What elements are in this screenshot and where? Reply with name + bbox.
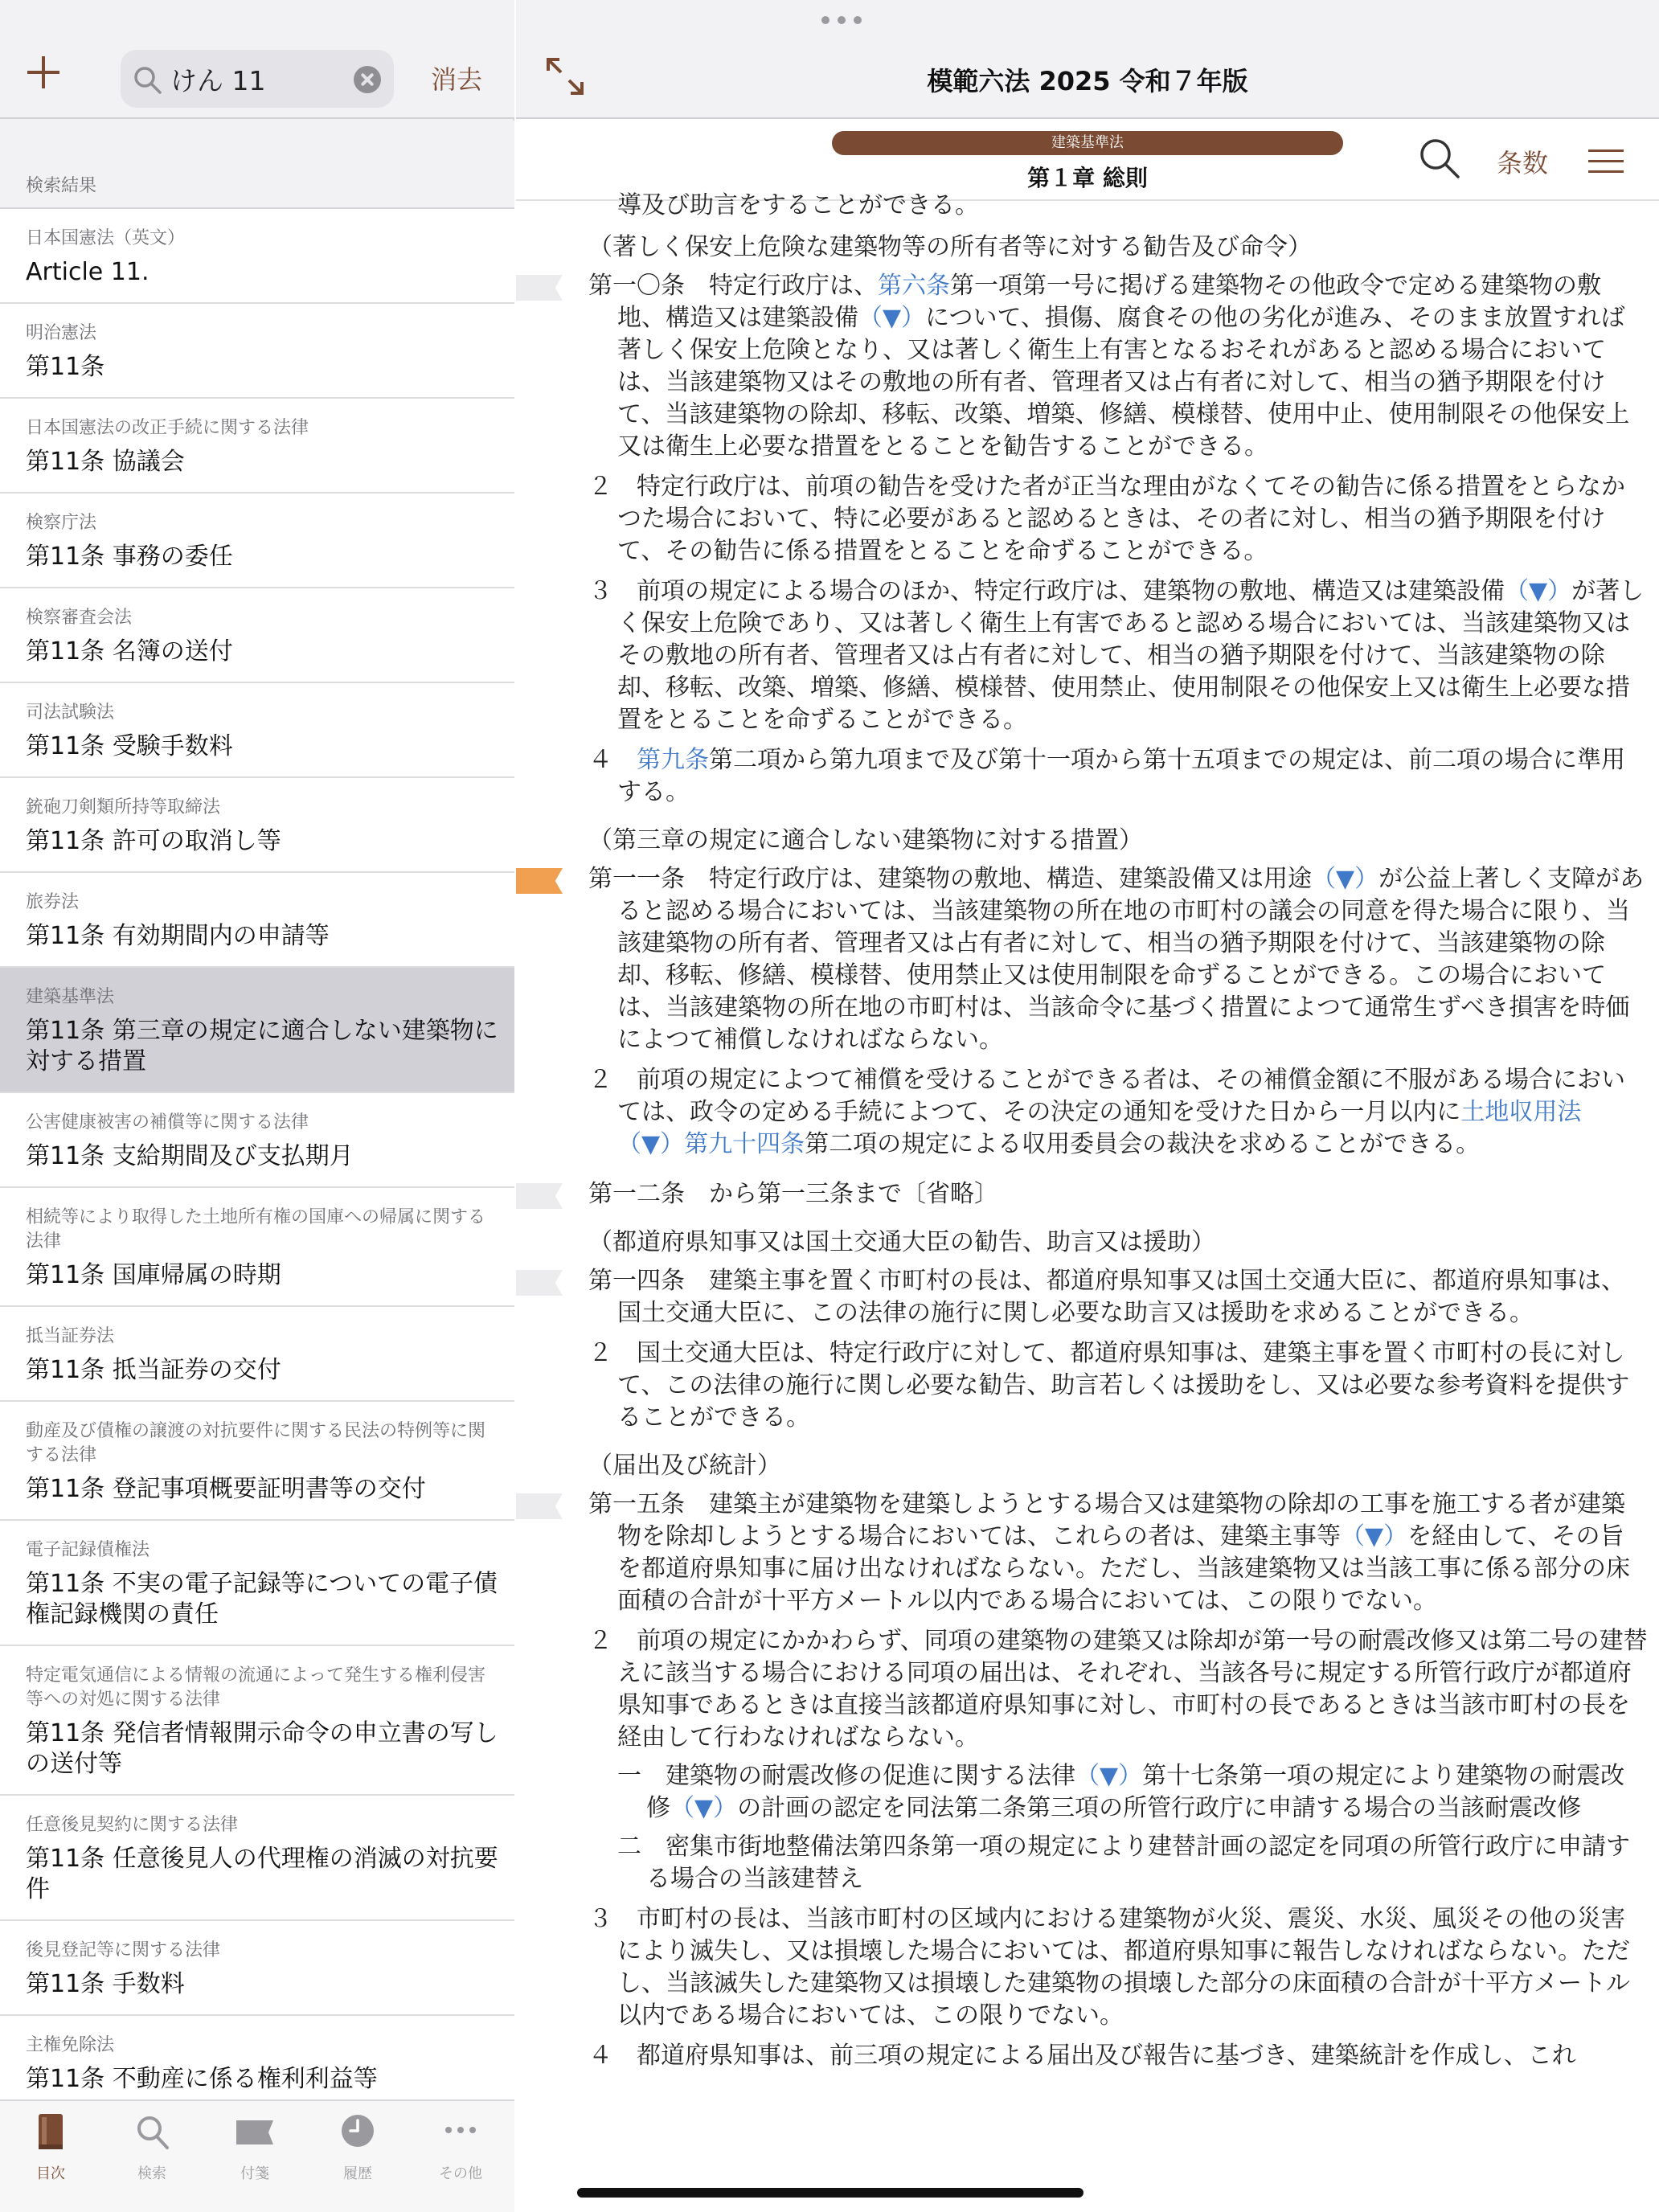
article-link[interactable]: 第九十四条 <box>684 1130 805 1158</box>
multitask-dots-icon[interactable] <box>813 11 878 27</box>
search-input[interactable] <box>170 59 331 98</box>
result-item[interactable] <box>0 399 514 494</box>
item: 二 密集市街地整備法第四条第一項の規定により建替計画の認定を同項の所管行政庁に申請する場合の当該建替え <box>617 1833 1630 1893</box>
tab-search[interactable] <box>116 2112 188 2193</box>
expand-triangle[interactable]: （▼） <box>1075 1762 1143 1790</box>
article-11: 第一一条 特定行政庁は、建築物の敷地、構造、建築設備又は用途（▼）が公益上著しく支障があると認める場合においては、当該建築物の所在地の市町村の議会の同意を得た場合に限り、当該建築物の所有者、管理者又は占有者に対して、相当の猶予期限を付けて、当該建築物の除却、移転、修繕、模様替、使用禁止又は使用制限を命ずることができる。この場合においては、当該建築物の所在地の市町村は、当該命令に基づく措置によつて通常生ずべき損害を時価によつて補償しなければならない。 <box>516 863 1659 1056</box>
article-link[interactable]: 第九条 <box>637 746 709 774</box>
tag-icon <box>236 2112 273 2153</box>
result-article-title: 第11条 抵当証券の交付 <box>26 1356 281 1384</box>
result-law-name: 検察審査会法 <box>26 608 133 628</box>
result-item[interactable] <box>0 1521 514 1646</box>
article-caption: （第三章の規定に適合しない建築物に対する措置） <box>588 826 1143 854</box>
result-item[interactable] <box>0 1646 514 1796</box>
article-count-button[interactable]: 条数 <box>1497 148 1549 178</box>
paragraph: ３ 前項の規定による場合のほか、特定行政庁は、建築物の敷地、構造又は建築設備（▼）が著しく保安上危険であり、又は著しく衛生上有害であると認める場合においては、当該建築物又はその敷地の所有者、管理者又は占有者に対して、相当の猶予期限を付けて、当該建築物の除却、移転、改築、増築、修繕、模様替、使用禁止、使用制限その他保安上又は衛生上必要な措置をとることを命ずることができる。 <box>588 577 1645 734</box>
tab-history[interactable] <box>322 2112 394 2193</box>
expand-triangle[interactable]: （▼） <box>858 304 926 332</box>
result-article-title: 第11条 許可の取消し等 <box>26 827 281 855</box>
tab-label: 目次 <box>36 2165 65 2182</box>
result-law-name: 旅券法 <box>26 892 80 912</box>
tab-label: 検索 <box>137 2165 166 2182</box>
expand-triangle[interactable]: （▼） <box>1312 865 1379 893</box>
result-article-title: 第11条 受験手数料 <box>26 732 233 760</box>
home-indicator[interactable] <box>577 2188 1083 2198</box>
book-icon <box>32 2112 69 2153</box>
search-icon <box>132 64 164 96</box>
result-law-name: 日本国憲法（英文） <box>26 228 186 248</box>
cancel-button[interactable]: 消去 <box>431 64 483 95</box>
result-law-name: 公害健康被害の補償等に関する法律 <box>26 1112 309 1133</box>
result-article-title: 第11条 登記事項概要証明書等の交付 <box>26 1475 426 1503</box>
result-item[interactable] <box>0 968 514 1093</box>
result-law-name: 特定電気通信による情報の流通によって発生する権利侵害等への対処に関する法律 <box>26 1665 486 1710</box>
results-header: 検索結果 <box>0 121 514 209</box>
add-button[interactable] <box>21 50 66 95</box>
result-item[interactable] <box>0 1402 514 1521</box>
result-article-title: 第11条 協議会 <box>26 448 185 476</box>
result-article-title: 第11条 国庫帰属の時期 <box>26 1261 281 1289</box>
result-law-name: 銃砲刀剣類所持等取締法 <box>26 797 221 817</box>
bookmark-marker[interactable] <box>516 1493 563 1519</box>
paragraph: ４ 第九条第二項から第九項まで及び第十一項から第十五項までの規定は、前二項の場合に準用する。 <box>588 746 1625 806</box>
article-caption: （著しく保安上危険な建築物等の所有者等に対する勧告及び命令） <box>588 233 1312 261</box>
expand-triangle[interactable]: （▼） <box>670 1794 738 1822</box>
result-item[interactable] <box>0 1921 514 2016</box>
article-caption: （都道府県知事又は国土交通大臣の勧告、助言又は援助） <box>588 1228 1215 1256</box>
article-12-13: 第一二条 から第一三条まで〔省略〕 <box>516 1178 1659 1210</box>
result-law-name: 検察庁法 <box>26 513 97 533</box>
main-header <box>516 0 1659 119</box>
paragraph: ２ 特定行政庁は、前項の勧告を受けた者が正当な理由がなくてその勧告に係る措置をとらなかつた場合において、特に必要があると認めるときは、その者に対し、相当の猶予期限を付けて、その勧告に係る措置をとることを命ずることができる。 <box>588 473 1625 565</box>
tab-label: 付箋 <box>240 2165 269 2182</box>
tab-bar <box>0 2099 514 2212</box>
expand-triangle[interactable]: （▼） <box>1341 1522 1408 1550</box>
result-item[interactable] <box>0 209 514 304</box>
result-item[interactable] <box>0 1188 514 1307</box>
tab-sticky[interactable] <box>219 2112 291 2193</box>
paragraph: ３ 市町村の長は、当該市町村の区域内における建築物が火災、震災、水災、風災その他の災害により滅失し、又は損壊した場合においては、都道府県知事に報告しなければならない。ただし、当該滅失した建築物又は損壊した建築物の損壊した部分の床面積の合計が十平方メートル以内である場合においては、この限りでない。 <box>588 1905 1630 2030</box>
more-icon <box>442 2112 479 2153</box>
result-article-title: 第11条 名簿の送付 <box>26 637 233 666</box>
result-article-title: 第11条 事務の委任 <box>26 543 233 571</box>
article-link[interactable]: 第六条 <box>878 272 950 300</box>
result-item[interactable] <box>0 683 514 778</box>
result-article-title: 第11条 第三章の規定に適合しない建築物に対する措置 <box>26 1017 498 1075</box>
result-item[interactable] <box>0 2016 514 2111</box>
chapter-bar <box>516 121 1659 201</box>
result-item[interactable] <box>0 588 514 683</box>
sidebar <box>0 0 514 2212</box>
result-law-name: 相続等により取得した土地所有権の国庫への帰属に関する法律 <box>26 1207 486 1251</box>
article-caption: （届出及び統計） <box>588 1452 781 1480</box>
result-item[interactable] <box>0 873 514 968</box>
chapter-title[interactable]: 第１章 総則 <box>1027 165 1148 191</box>
law-name-pill[interactable]: 建築基準法 <box>832 131 1343 155</box>
tab-more[interactable] <box>424 2112 497 2193</box>
menu-icon[interactable] <box>1588 150 1624 174</box>
result-law-name: 動産及び債権の譲渡の対抗要件に関する民法の特例等に関する法律 <box>26 1421 486 1465</box>
results-container <box>0 209 514 2169</box>
paragraph: ２ 前項の規定にかかわらず、同項の建築物の建築又は除却が第一号の耐震改修又は第二号の建替えに該当する場合における同項の届出は、それぞれ、当該各号に規定する所管行政庁が都道府県知事であるときは直接当該都道府県知事に対し、市町村の長であるときは当該市町村の長を経由して行わなければならない。 <box>588 1627 1648 1751</box>
search-results-list <box>0 121 514 2098</box>
result-law-name: 司法試験法 <box>26 703 115 723</box>
clear-icon[interactable] <box>354 66 381 93</box>
paragraph: ４ 都道府県知事は、前三項の規定による届出及び報告に基づき、建築統計を作成し、これ <box>588 2042 1576 2070</box>
result-item[interactable] <box>0 1796 514 1921</box>
result-item[interactable] <box>0 1307 514 1402</box>
tab-label: 履歴 <box>343 2165 372 2182</box>
article-14: 第一四条 建築主事を置く市町村の長は、都道府県知事又は国土交通大臣に、都道府県知事は、国土交通大臣に、この法律の施行に関し必要な助言又は援助を求めることができる。 <box>516 1265 1659 1329</box>
paragraph: ２ 国土交通大臣は、特定行政庁に対して、都道府県知事は、建築主事を置く市町村の長に対して、この法律の施行に関し必要な勧告、助言若しくは援助をし、又は必要な参考資料を提供することができる。 <box>588 1339 1630 1432</box>
result-article-title: 第11条 有効期間内の申請等 <box>26 922 330 950</box>
result-item[interactable] <box>0 778 514 873</box>
main-pane <box>516 0 1659 2212</box>
result-item[interactable] <box>0 494 514 588</box>
result-law-name: 任意後見契約に関する法律 <box>26 1815 239 1835</box>
book-title: 模範六法 2025 令和７年版 <box>927 66 1248 96</box>
expand-triangle[interactable]: （▼） <box>617 1130 685 1158</box>
clock-icon <box>339 2112 376 2153</box>
result-law-name: 電子記録債権法 <box>26 1540 150 1560</box>
law-link[interactable]: 土地収用法 <box>1460 1098 1582 1126</box>
result-article-title: 第11条 <box>26 353 105 381</box>
result-article-title: 第11条 不実の電子記録等についての電子債権記録機関の責任 <box>26 1570 498 1628</box>
result-law-name: 日本国憲法の改正手続に関する法律 <box>26 418 309 438</box>
previous-text-tail: 導及び助言をすることができる。 <box>617 191 979 219</box>
result-law-name: 建築基準法 <box>26 987 115 1007</box>
sidebar-toolbar <box>0 0 514 119</box>
paragraph: ２ 前項の規定によつて補償を受けることができる者は、その補償金額に不服がある場合においては、政令の定める手続によつて、その決定の通知を受けた日から一月以内に土地収用法（▼）第九十四条第二項の規定による収用委員会の裁決を求めることができる。 <box>588 1066 1625 1158</box>
article-10: 第一〇条 特定行政庁は、第六条第一項第一号に掲げる建築物その他政令で定める建築物の敷地、構造又は建築設備（▼）について、損傷、腐食その他の劣化が進み、そのまま放置すれば著しく保安上危険となり、又は著しく衛生上有害となるおそれがあると認める場合においては、当該建築物又はその敷地の所有者、管理者又は占有者に対して、相当の猶予期限を付けて、当該建築物の除却、移転、改築、増築、修繕、模様替、使用中止、使用制限その他保安上又は衛生上必要な措置をとることを勧告することができる。 <box>516 270 1659 463</box>
result-article-title: 第11条 任意後見人の代理権の消滅の対抗要件 <box>26 1845 498 1903</box>
result-article-title: 第11条 支給期間及び支払期月 <box>26 1142 354 1170</box>
result-article-title: 第11条 手数料 <box>26 1970 185 1998</box>
tab-label: その他 <box>439 2165 482 2182</box>
result-item[interactable] <box>0 304 514 399</box>
item: 一 建築物の耐震改修の促進に関する法律（▼）第十七条第一項の規定により建築物の耐震改修（▼）の計画の認定を同法第二条第三項の所管行政庁に申請する場合の当該耐震改修 <box>617 1762 1625 1822</box>
result-article-title: 第11条 発信者情報開示命令の申立書の写しの送付等 <box>26 1719 498 1778</box>
result-article-title: Article 11. <box>26 258 150 286</box>
result-article-title: 第11条 不動産に係る権利利益等 <box>26 2065 378 2093</box>
search-icon[interactable] <box>1418 137 1461 180</box>
article-15: 第一五条 建築主が建築物を建築しようとする場合又は建築物の除却の工事を施工する者が建築物を除却しようとする場合においては、これらの者は、建築主事等（▼）を経由して、その旨を都道府県知事に届け出なければならない。ただし、当該建築物又は当該工事に係る部分の床面積の合計が十平方メートル以内である場合においては、この限りでない。 <box>516 1489 1659 1617</box>
result-item[interactable] <box>0 1093 514 1188</box>
search-icon <box>133 2112 170 2153</box>
result-law-name: 明治憲法 <box>26 323 97 343</box>
bookmark-marker[interactable] <box>516 1270 563 1296</box>
bookmark-marker[interactable] <box>516 275 563 301</box>
bookmark-marker[interactable] <box>516 1183 563 1209</box>
current-article-marker[interactable] <box>516 868 563 894</box>
tab-contents[interactable] <box>14 2112 87 2193</box>
result-law-name: 後見登記等に関する法律 <box>26 1940 221 1960</box>
expand-triangle[interactable]: （▼） <box>1505 577 1572 605</box>
result-law-name: 主権免除法 <box>26 2035 115 2055</box>
law-text <box>516 191 1659 2212</box>
result-law-name: 抵当証券法 <box>26 1326 115 1346</box>
search-field[interactable] <box>121 50 394 108</box>
